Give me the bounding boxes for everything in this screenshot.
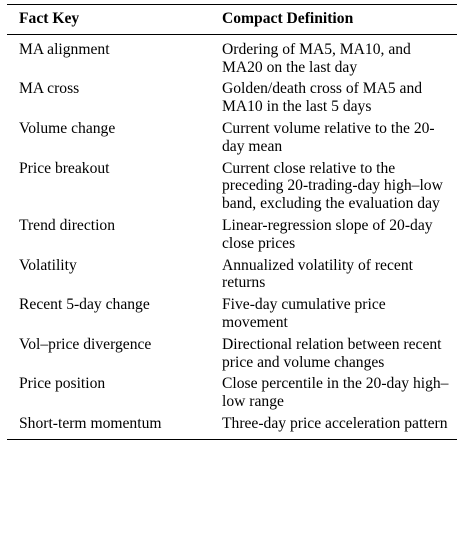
fact-key-cell: Recent 5-day change	[19, 296, 150, 314]
table-row	[7, 34, 457, 78]
table-row	[7, 255, 457, 295]
definition-cell: Directional relation between recent price and volume changes	[222, 335, 442, 371]
table-row	[7, 158, 457, 215]
table-header	[7, 5, 457, 35]
fact-key-cell: Volatility	[19, 256, 77, 274]
definition-cell: Ordering of MA5, MA10, and MA20 on the last day	[222, 40, 411, 76]
fact-key-cell: Price position	[19, 375, 106, 393]
definition-cell: Close percentile in the 20-day high–low range	[222, 375, 449, 411]
table-row	[7, 294, 457, 334]
fact-key-table-container	[7, 4, 457, 440]
fact-key-cell: MA alignment	[19, 40, 110, 58]
definition-cell: Current close relative to the preceding 20-trading-day high–low band, excluding the evaluation day	[222, 159, 443, 213]
definition-cell: Three-day price acceleration pattern	[222, 414, 448, 432]
definition-cell: Golden/death cross of MA5 and MA10 in the last 5 days	[222, 80, 423, 116]
table-row	[7, 78, 457, 118]
definition-cell: Annualized volatility of recent returns	[222, 256, 413, 292]
table-row	[7, 334, 457, 374]
table-body	[7, 34, 457, 439]
table-row	[7, 215, 457, 255]
fact-key-cell: Price breakout	[19, 159, 110, 177]
definition-cell: Current volume relative to the 20-day mean	[222, 119, 435, 155]
fact-key-cell: Trend direction	[19, 216, 116, 234]
header-compact-definition: Compact Definition	[222, 10, 354, 27]
definition-cell: Five-day cumulative price movement	[222, 296, 386, 331]
fact-key-cell: MA cross	[19, 80, 80, 98]
fact-key-cell: Vol–price divergence	[19, 335, 152, 353]
table-row	[7, 373, 457, 413]
fact-key-table	[7, 4, 457, 440]
header-row	[7, 5, 457, 35]
fact-key-cell: Volume change	[19, 119, 116, 137]
table-row	[7, 118, 457, 158]
header-fact-key: Fact Key	[19, 10, 80, 27]
table-row	[7, 413, 457, 439]
definition-cell: Linear-regression slope of 20-day close prices	[222, 216, 433, 252]
fact-key-cell: Short-term momentum	[19, 414, 162, 432]
